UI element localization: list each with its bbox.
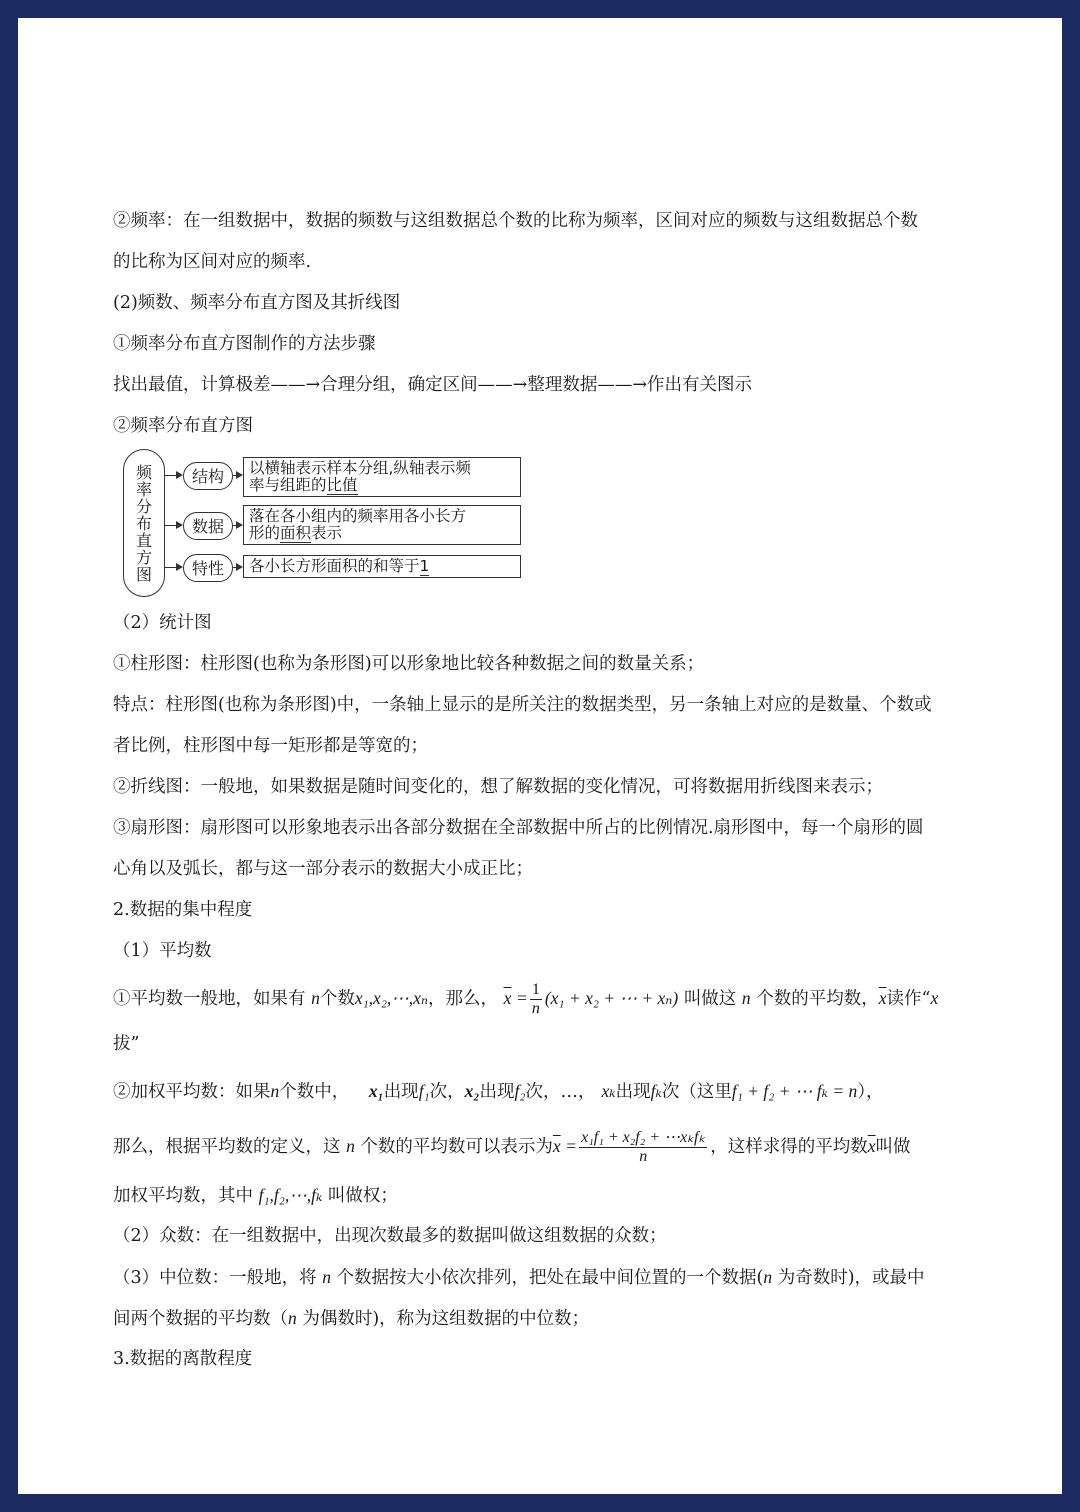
box-text: 率与组距的 (249, 476, 327, 494)
paragraph-line: ②频率：在一组数据中，数据的频数与这组数据总个数的比称为频率，区间对应的频数与这组数据总个数 (113, 211, 918, 231)
text: 个数的平均数， (756, 989, 879, 1009)
math-xbar: $\overline{x}$ (867, 1136, 876, 1156)
arrow-connector (165, 567, 181, 568)
median-line (113, 1298, 973, 1339)
text: 次，…， (525, 1082, 596, 1102)
math-eq: = (566, 1136, 577, 1156)
text: 次， (429, 1082, 465, 1102)
box-text-underlined: 面积 (280, 524, 312, 542)
box-text: 落在各小组内的频率用各小长方 (249, 507, 467, 525)
section-heading: (2)频数、频率分布直方图及其折线图 (113, 293, 401, 313)
text: ，这样求得的平均数 (710, 1137, 868, 1157)
math-expr: f₁,f₂,⋯,fₖ (258, 1185, 323, 1205)
math-var: n (346, 1136, 355, 1156)
text: 叫做 (875, 1137, 911, 1157)
text: 加权平均数，其中 (113, 1186, 253, 1206)
math-var: n (322, 1267, 331, 1287)
text: 出现 (383, 1082, 419, 1102)
box-text-underlined: 1 (419, 557, 430, 575)
main-char: 直 (135, 530, 152, 550)
text: 个数的平均数可以表示为 (360, 1137, 553, 1157)
paragraph-line: 心角以及弧长，都与这一部分表示的数据大小成正比； (113, 859, 533, 879)
main-char: 图 (135, 564, 152, 584)
math-var: n (763, 1267, 773, 1287)
section-heading: 2.数据的集中程度 (113, 900, 253, 920)
text: 次（这里 (661, 1082, 732, 1102)
box-text: 以横轴表示样本分组,纵轴表示频 (249, 459, 471, 477)
math-xbar: $\overline{x}$ (552, 1136, 561, 1156)
math-fraction (579, 1129, 707, 1166)
text: 出现 (479, 1082, 515, 1102)
paragraph-line: （2）众数：在一组数据中，出现次数最多的数据叫做这组数据的众数； (113, 1226, 667, 1246)
paragraph-line: 特点：柱形图(也称为条形图)中，一条轴上显示的是所关注的数据类型，另一条轴上对应的是数量、个数或 (113, 695, 932, 715)
weighted-mean-formula-line (113, 1117, 973, 1175)
math-var: fₖ (650, 1081, 662, 1101)
arrow-connector (165, 475, 181, 476)
main-char: 率 (135, 479, 152, 499)
math-var: x₁ (368, 1081, 384, 1101)
paragraph-line: （1）平均数 (113, 941, 212, 961)
text: 出现 (615, 1082, 651, 1102)
node-property-box (243, 555, 521, 578)
math-var: x (930, 988, 939, 1008)
document-page (18, 18, 1062, 1494)
text: 个数 (319, 989, 355, 1009)
paragraph-line: 找出最值，计算极差——→合理分组，确定区间——→整理数据——→作出有关图示 (113, 375, 752, 395)
math-expr: (x₁ + x₂ + ⋯ + xₙ) (544, 988, 679, 1008)
arrow-connector (233, 525, 241, 526)
text: 读作“ (886, 989, 931, 1009)
math-expr: f₁ + f₂ + ⋯ fₖ = n (731, 1081, 858, 1101)
text: ①平均数一般地，如果有 (113, 989, 306, 1009)
box-text: 表示 (311, 524, 343, 542)
diagram-main-oval (123, 449, 165, 597)
fraction-denominator: n (639, 1148, 648, 1165)
text: 那么，根据平均数的定义，这 (113, 1137, 341, 1157)
math-var: n (288, 1308, 297, 1328)
arrow-connector (233, 475, 241, 476)
text: 叫做这 (683, 989, 737, 1009)
text: 个数据按大小依次排列，把处在最中间位置的一个数据( (336, 1268, 764, 1288)
math-var: n (270, 1081, 280, 1101)
math-var: n (311, 988, 320, 1008)
node-data-oval: 数据 (183, 512, 233, 540)
math-var: xₖ (601, 1081, 616, 1101)
node-property-oval: 特性 (183, 554, 233, 582)
box-text-underlined: 比值 (326, 476, 358, 494)
arrow-connector (233, 567, 241, 568)
math-xbar: $\overline{x}$ (503, 988, 512, 1008)
text: 为偶数时)，称为这组数据的中位数； (302, 1309, 590, 1329)
section-heading: 3.数据的离散程度 (113, 1349, 253, 1369)
math-var: x₂ (464, 1081, 480, 1101)
text: 为奇数时)，或最中 (777, 1268, 925, 1288)
text: ）， (857, 1082, 884, 1102)
main-char: 布 (135, 513, 152, 533)
text: ②加权平均数：如果 (113, 1082, 271, 1102)
document-content (113, 201, 973, 1380)
paragraph-line: ①柱形图：柱形图(也称为条形图)可以形象地比较各种数据之间的数量关系； (113, 654, 705, 674)
node-structure-box (243, 457, 521, 497)
node-structure-oval: 结构 (183, 462, 233, 490)
median-line (113, 1257, 973, 1298)
main-char: 频 (135, 462, 152, 482)
box-text: 形的 (249, 524, 281, 542)
main-char: 方 (135, 547, 152, 567)
text: 叫做权； (327, 1186, 398, 1206)
mean-definition-line (113, 972, 973, 1024)
text: （3）中位数：一般地，将 (113, 1268, 317, 1288)
main-char: 分 (135, 496, 152, 516)
arrow-connector (165, 525, 181, 526)
paragraph-line: ②频率分布直方图 (113, 416, 253, 436)
text: 个数中， (279, 1082, 350, 1102)
node-data-box (243, 505, 521, 545)
math-fraction (530, 981, 542, 1018)
math-var: f₂ (514, 1081, 526, 1101)
histogram-concept-diagram (123, 449, 543, 599)
paragraph-line: 拔” (113, 1034, 140, 1054)
paragraph-line: （2）统计图 (113, 613, 212, 633)
weights-line (113, 1175, 973, 1216)
text: ，那么， (428, 989, 499, 1009)
paragraph-line: ③扇形图：扇形图可以形象地表示出各部分数据在全部数据中所占的比例情况.扇形图中，每一个扇形的圆 (113, 818, 924, 838)
math-expr: x₁,x₂,⋯,xₙ (354, 988, 429, 1008)
text: 间两个数据的平均数（ (113, 1309, 288, 1329)
math-var: n (741, 988, 751, 1008)
fraction-numerator: x₁f₁ + x₂f₂ + ⋯xₖfₖ (581, 1129, 706, 1146)
math-xbar: $\overline{x}$ (878, 988, 887, 1008)
paragraph-line: 者比例，柱形图中每一矩形都是等宽的； (113, 736, 428, 756)
box-text: 各小长方形面积的和等于 (249, 557, 420, 575)
math-eq: = (516, 988, 527, 1008)
fraction-denominator: n (531, 1000, 540, 1017)
math-var: f₁ (418, 1081, 430, 1101)
fraction-numerator: 1 (531, 981, 540, 998)
paragraph-line: ①频率分布直方图制作的方法步骤 (113, 334, 376, 354)
paragraph-line: ②折线图：一般地，如果数据是随时间变化的，想了解数据的变化情况，可将数据用折线图来表示； (113, 777, 883, 797)
weighted-mean-line (113, 1065, 973, 1117)
paragraph-line: 的比称为区间对应的频率. (113, 252, 312, 272)
